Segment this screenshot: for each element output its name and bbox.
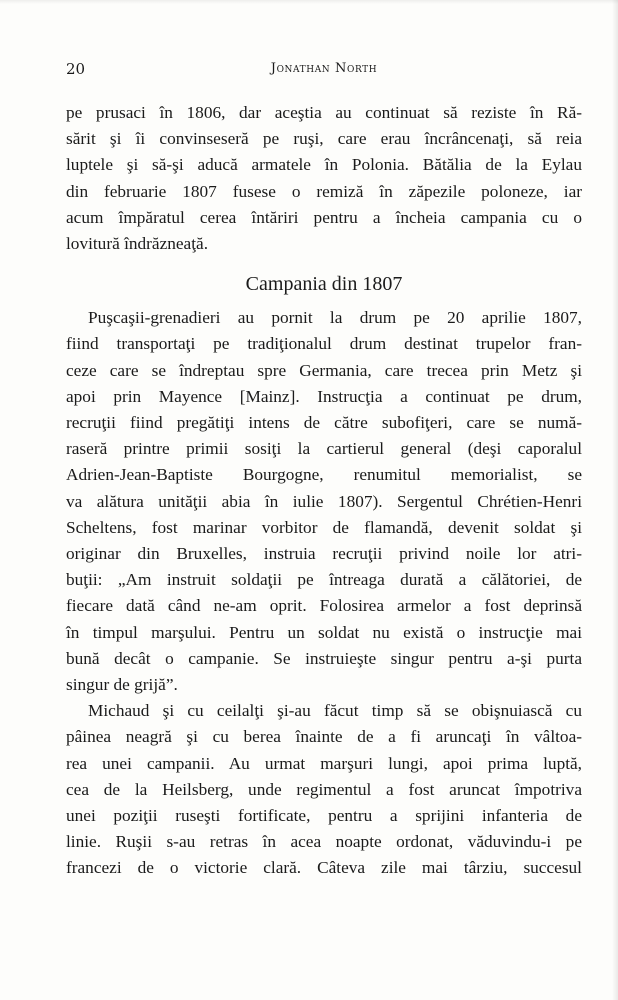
- text-line: francezi de o victorie clară. Câteva zile mai târziu, succesul: [66, 858, 582, 878]
- body-text: [66, 100, 582, 882]
- text-line: Adrien-Jean-Baptiste Bourgogne, renumitul memorialist, se: [66, 465, 582, 485]
- running-head: Jonathan North: [270, 61, 378, 76]
- text-line: pe prusaci în 1806, dar aceştia au continuat să reziste în Ră-: [66, 103, 582, 122]
- text-line: apoi prin Mayence [Mainz]. Instrucţia a continuat pe drum,: [66, 386, 582, 406]
- text-line: linie. Ruşii s-au retras în acea noapte ordonat, văduvindu-i pe: [66, 832, 582, 852]
- text-line: rea unei campanii. Au urmat marşuri lungi, apoi prima luptă,: [66, 753, 582, 773]
- text-line: lovitură îndrăzneaţă.: [66, 234, 209, 254]
- text-line: bună decât o campanie. Se instruieşte singur pentru a-şi purta: [66, 648, 582, 668]
- text-line: în timpul marşului. Pentru un soldat nu există o instrucţie mai: [66, 622, 582, 642]
- text-line: raseră printre primii sosiţi la cartierul general (deşi caporalul: [66, 439, 582, 459]
- text-line: recruţii fiind pregătiţi intens de către subofiţeri, care se numă-: [66, 413, 582, 433]
- text-line: unei poziţii ruseşti fortificate, pentru a sprijini infanteria de: [66, 806, 582, 826]
- page-number: 20: [66, 60, 86, 78]
- text-line: pâinea neagră şi cu berea înainte de a fi aruncaţi în vâltoa-: [66, 727, 582, 747]
- scan-right-edge: [612, 0, 618, 1000]
- paragraph-3: [66, 698, 582, 881]
- text-line: singur de grijă”.: [66, 675, 178, 695]
- text-line: ceze care se îndreptau spre Germania, care trecea prin Metz şi: [66, 360, 582, 380]
- scan-top-edge: [0, 0, 618, 4]
- text-line: fiecare dată când ne-am oprit. Folosirea armelor a fost deprinsă: [66, 596, 582, 616]
- text-line: acum împăratul cerea întăriri pentru a încheia campania cu o: [66, 207, 582, 227]
- text-line: sărit şi îi convinseseră pe ruşi, care erau încrâncenaţi, să reia: [66, 129, 582, 149]
- text-line: din februarie 1807 fusese o remiză în zăpezile poloneze, iar: [66, 181, 582, 201]
- text-line: cea de la Heilsberg, unde regimentul a fost aruncat împotriva: [66, 779, 582, 799]
- text-line: luptele şi să-şi aducă armatele în Polonia. Bătălia de la Eylau: [66, 155, 582, 175]
- text-line: Scheltens, fost marinar vorbitor de flamandă, devenit soldat şi: [66, 517, 582, 537]
- text-line: Michaud şi cu ceilalţi şi-au făcut timp să se obişnuiască cu: [88, 701, 582, 721]
- text-line: buţii: „Am instruit soldaţii pe întreaga durată a călătoriei, de: [66, 570, 582, 590]
- text-line: va alătura unităţii abia în iulie 1807). Sergentul Chrétien-Henri: [66, 491, 582, 511]
- text-line: originar din Bruxelles, instruia recruţii privind noile lor atri-: [66, 544, 582, 564]
- text-line: Puşcaşii-grenadieri au pornit la drum pe 20 aprilie 1807,: [88, 308, 582, 328]
- section-title: Campania din 1807: [245, 273, 403, 296]
- page-header: [66, 60, 582, 82]
- paragraph-1: [66, 100, 582, 257]
- paragraph-2: [66, 305, 582, 698]
- text-line: fiind transportaţi pe tradiţionalul drum destinat trupelor fran-: [66, 334, 582, 354]
